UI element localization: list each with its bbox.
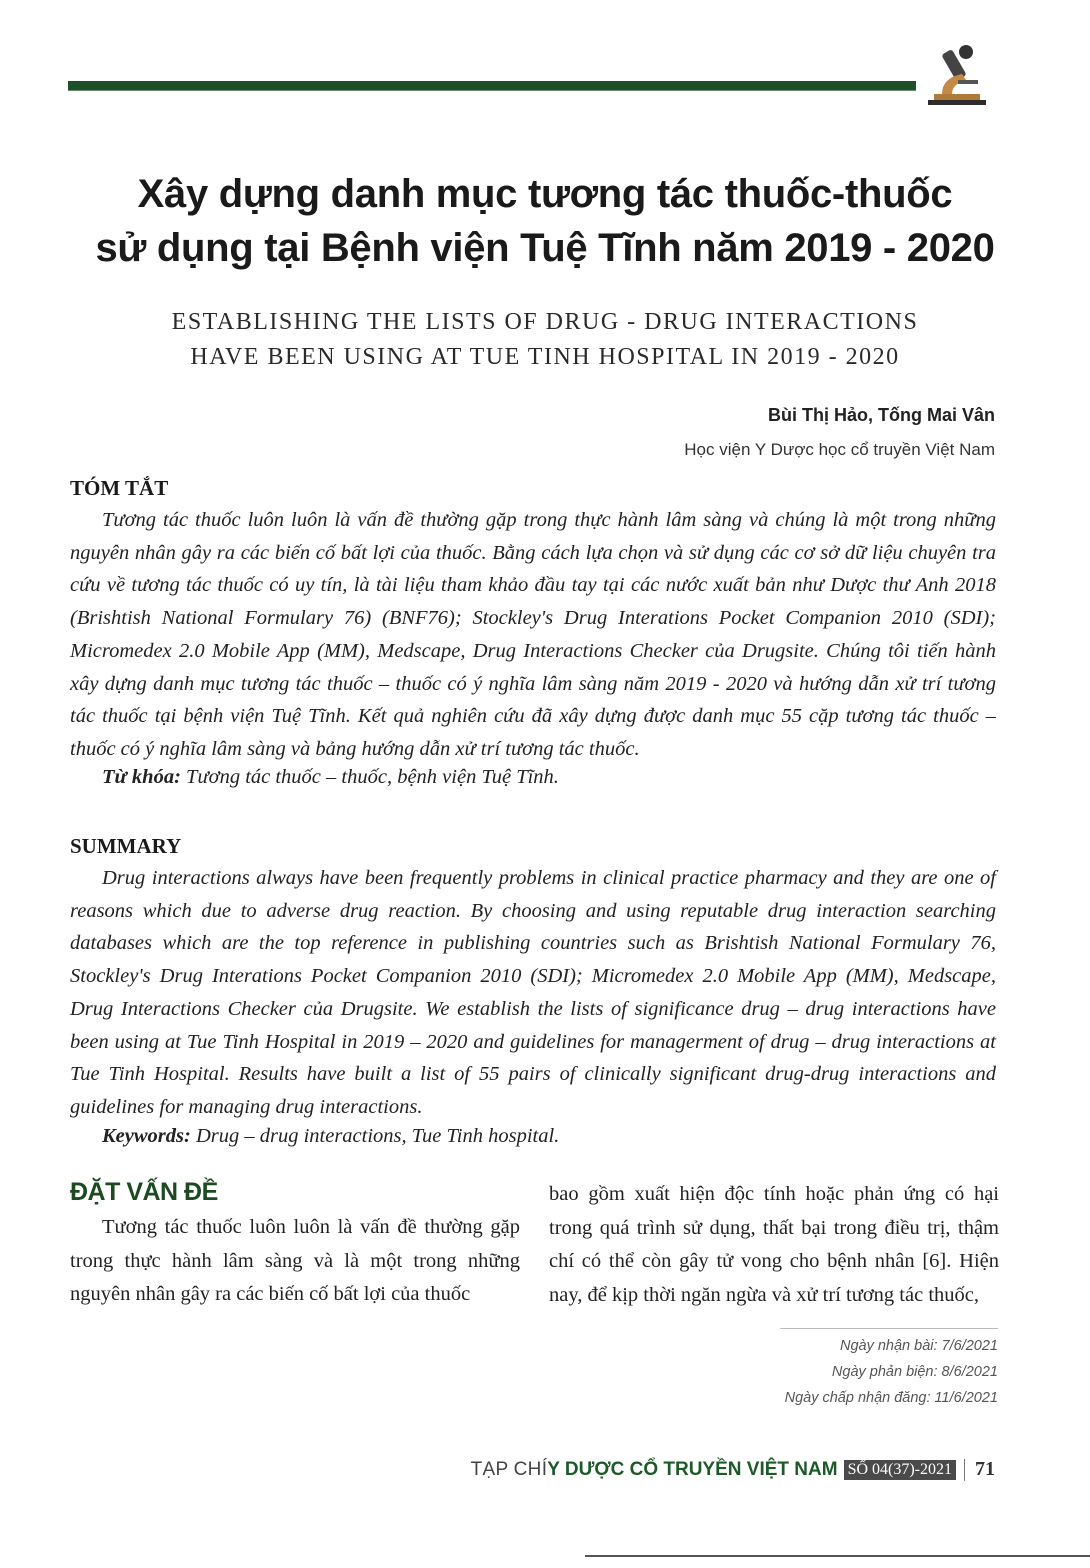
article-title-line2: sử dụng tại Bệnh viện Tuệ Tĩnh năm 2019 - 2020 — [95, 226, 995, 270]
affiliation: Học viện Y Dược học cổ truyền Việt Nam — [684, 440, 995, 459]
authors: Bùi Thị Hảo, Tống Mai Vân — [768, 405, 995, 425]
footer-separator — [964, 1459, 965, 1481]
keywords-vi-label: Từ khóa: — [102, 766, 181, 788]
summary-heading: SUMMARY — [70, 834, 182, 858]
abstract-vi-heading: TÓM TẮT — [70, 476, 169, 500]
footer-prefix: TẠP CHÍ — [470, 1458, 548, 1480]
summary-body — [70, 862, 996, 1124]
english-title-line2: HAVE BEEN USING AT TUE TINH HOSPITAL IN 2019 - 2020 — [190, 344, 900, 370]
page-footer — [471, 1458, 995, 1481]
microscope-icon — [922, 40, 992, 112]
journal-name: Y DƯỢC CỔ TRUYỀN VIỆT NAM — [547, 1458, 838, 1480]
abstract-vi-text: Tương tác thuốc luôn luôn là vấn đề thường gặp trong thực hành lâm sàng và chúng là một trong những nguyên nhân gây ra các biến cố bất lợi của thuốc. Bằng cách lựa chọn và sử dụng các cơ sở dữ liệu chuyên tra cứu về tương tác thuốc có uy tín, là tài liệu tham khảo đầu tay tại các nước xuất bản như Dược thư Anh 2018 (Brishtish National Formulary 76) (BNF76); Stockley's Drug Interations Pocket Companion 2010 (SDI); Micromedex 2.0 Mobile App (MM), Medscape, Drug Interactions Checker của Drugsite. Chúng tôi tiến hành xây dựng danh mục tương tác thuốc – thuốc có ý nghĩa lâm sàng năm 2019 - 2020 và hướng dẫn xử trí tương tác thuốc tại bệnh viện Tuệ Tĩnh. Kết quả nghiên cứu đã xây dựng được danh mục 55 cặp tương tác thuốc – thuốc có ý nghĩa lâm sàng và bảng hướng dẫn xử trí tương tác thuốc. — [70, 509, 996, 760]
keywords-en — [102, 1125, 559, 1148]
summary-text: Drug interactions always have been frequently problems in clinical practice pharmacy and they are one of reasons which due to adverse drug reaction. By choosing and using reputable drug interaction searching databases which are the top reference in publishing countries such as Brishtish National Formulary 76, Stockley's Drug Interations Pocket Companion 2010 (SDI); Micromedex 2.0 Mobile App (MM), Medscape, Drug Interactions Checker của Drugsite. We establish the lists of significance drug – drug interactions have been using at Tue Tinh Hospital in 2019 – 2020 and guidelines for managerment of drug – drug interactions at Tue Tinh Hospital. Results have built a list of 55 pairs of clinically significant drug-drug interactions and guidelines for managing drug interactions. — [70, 867, 996, 1118]
date-accepted: Ngày chấp nhận đăng: 11/6/2021 — [784, 1390, 998, 1406]
date-received: Ngày nhận bài: 7/6/2021 — [839, 1338, 998, 1354]
issue-badge: SỐ 04(37)-2021 — [844, 1460, 956, 1480]
date-reviewed: Ngày phản biện: 8/6/2021 — [831, 1364, 998, 1380]
header-rule — [68, 81, 916, 90]
intro-right-column: bao gồm xuất hiện độc tính hoặc phản ứng có hại trong quá trình sử dụng, thất bại trong điều trị, thậm chí có thể còn gây tử vong cho bệnh nhân [6]. Hiện nay, để kịp thời ngăn ngừa và xử trí tương tác thuốc, — [549, 1183, 999, 1306]
keywords-en-text: Drug – drug interactions, Tue Tinh hospital. — [190, 1125, 560, 1147]
page-number: 71 — [975, 1458, 995, 1480]
intro-left-column: Tương tác thuốc luôn luôn là vấn đề thường gặp trong thực hành lâm sàng và là một trong những nguyên nhân gây ra các biến cố bất lợi của thuốc — [70, 1216, 520, 1305]
section-heading: ĐẶT VẤN ĐỀ — [70, 1178, 218, 1206]
keywords-vi-text: Tương tác thuốc – thuốc, bệnh viện Tuệ Tĩnh. — [180, 766, 559, 788]
english-title-line1: ESTABLISHING THE LISTS OF DRUG - DRUG INTERACTIONS — [171, 309, 919, 335]
keywords-en-label: Keywords: — [102, 1125, 191, 1147]
dates-divider — [780, 1328, 998, 1329]
bottom-rule — [585, 1555, 1090, 1557]
keywords-vi — [102, 766, 559, 789]
article-title-line1: Xây dựng danh mục tương tác thuốc-thuốc — [137, 172, 953, 216]
abstract-vi-body — [70, 504, 996, 766]
